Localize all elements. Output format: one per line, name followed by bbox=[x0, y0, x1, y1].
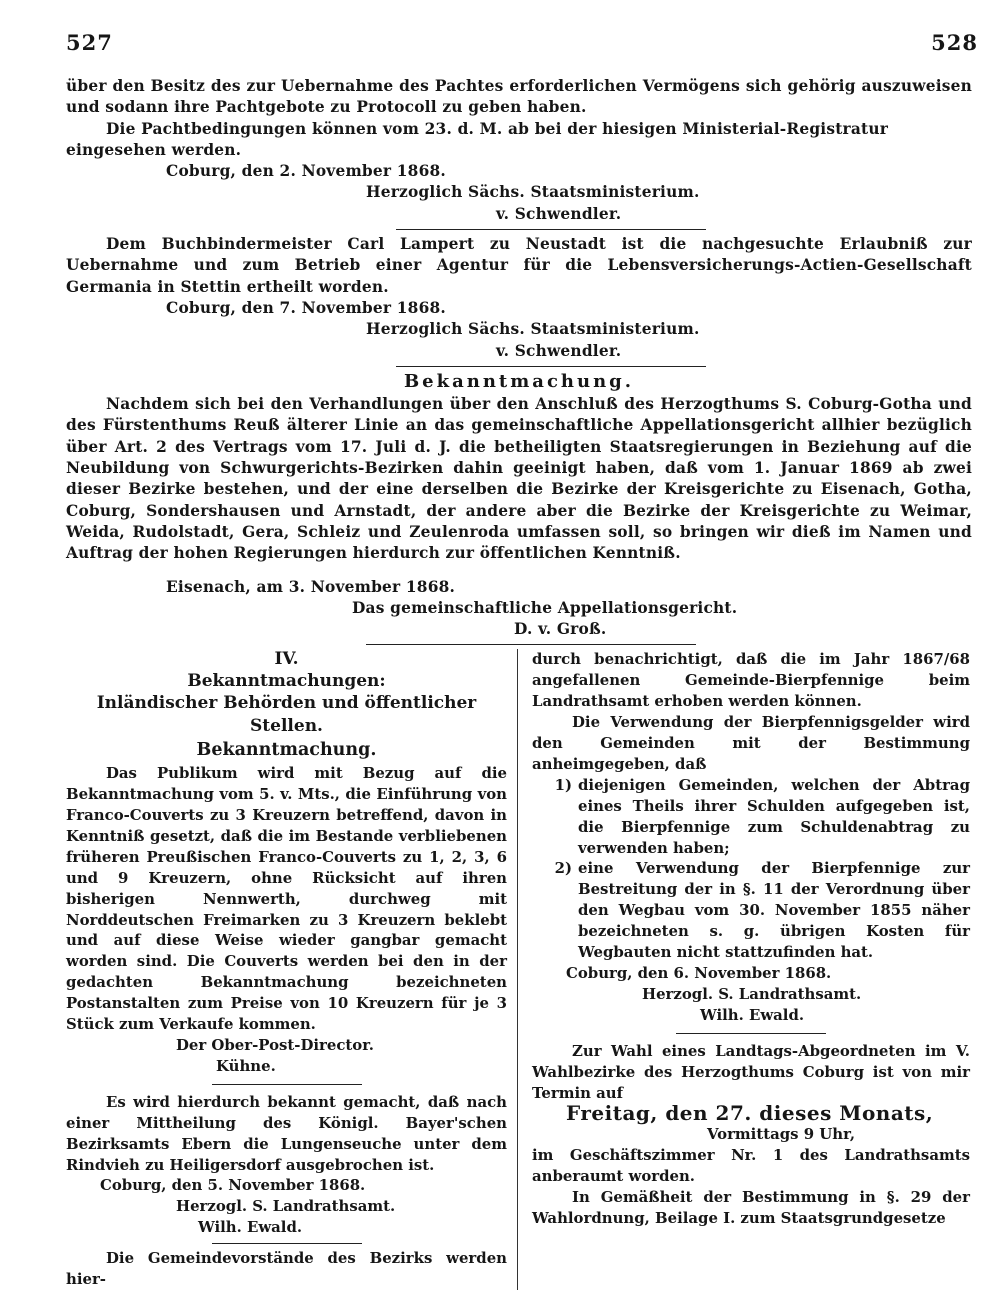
divider bbox=[676, 1033, 826, 1034]
section-subtitle: Inländischer Behörden und öffentlicher Stellen. bbox=[96, 693, 477, 737]
section-number: IV. bbox=[274, 649, 299, 670]
list-item-number: 1) bbox=[554, 775, 572, 794]
disease-text: Es wird hierdurch bekannt gemacht, daß nach einer Mittheilung des Königl. Bayer'schen Bezirksamts Ebern die Lungenseuche unter dem Rindvieh zu Heiligersdorf ausgebrochen ist. bbox=[66, 1092, 507, 1174]
two-column-section bbox=[66, 649, 972, 1290]
court-authority: Das gemeinschaftliche Appellationsgericht. bbox=[352, 598, 738, 617]
page-number-right: 528 bbox=[931, 30, 978, 55]
election-time: Vormittags 9 Uhr, bbox=[706, 1125, 856, 1144]
page-number-left: 527 bbox=[66, 30, 113, 55]
notice-court bbox=[66, 371, 972, 641]
divider bbox=[366, 644, 696, 645]
beer-signer: Wilh. Ewald. bbox=[700, 1005, 805, 1024]
divider bbox=[212, 1084, 362, 1085]
lease-conditions: Die Pachtbedingungen können vom 23. d. M. ab bei der hiesigen Ministerial-Registratur eingesehen werden. bbox=[66, 119, 889, 159]
lease-date: Coburg, den 2. November 1868. bbox=[166, 162, 446, 181]
disease-authority: Herzogl. S. Landrathsamt. bbox=[176, 1197, 396, 1216]
list-item-text: eine Verwendung der Bierpfennige zur Bestreitung der in §. 11 der Verordnung über den Wegbau vom 30. November 1855 näher bezeichneten s. g. übrigen Kosten für Wegbauten nicht stattzufinden hat. bbox=[578, 859, 970, 962]
court-heading: Bekanntmachung. bbox=[403, 370, 635, 392]
post-signer: Kühne. bbox=[216, 1056, 276, 1075]
list-item bbox=[532, 775, 970, 859]
section-title: Bekanntmachungen: bbox=[187, 671, 386, 692]
agency-date: Coburg, den 7. November 1868. bbox=[166, 298, 446, 317]
list-item-number: 2) bbox=[554, 859, 572, 878]
election-place: im Geschäftszimmer Nr. 1 des Landrathsamts anberaumt worden. bbox=[532, 1146, 970, 1186]
divider bbox=[212, 1243, 362, 1244]
list-item-text: diejenigen Gemeinden, welchen der Abtrag eines Theils ihrer Schulden aufgegeben ist, die Bierpfennige zum Schuldenabtrag zu verwenden haben; bbox=[578, 775, 970, 857]
agency-text: Dem Buchbindermeister Carl Lampert zu Neustadt ist die nachgesuchte Erlaubniß zur Uebernahme und zum Betrieb einer Agentur für die Lebensversicherungs-Actien-Gesellschaft Germania in Stettin ertheilt worden. bbox=[66, 235, 972, 296]
disease-date: Coburg, den 5. November 1868. bbox=[100, 1176, 366, 1195]
divider bbox=[396, 366, 706, 367]
lease-signer: v. Schwendler. bbox=[496, 204, 622, 223]
election-text: Zur Wahl eines Landtags-Abgeordneten im V. Wahlbezirke des Herzogthums Coburg ist von mir Termin auf bbox=[532, 1041, 970, 1102]
lease-text: über den Besitz des zur Uebernahme des Pachtes erforderlichen Vermögens sich gehörig auszuweisen und sodann ihre Pachtgebote zu Protocoll zu geben haben. bbox=[66, 77, 972, 117]
left-column bbox=[66, 649, 518, 1290]
lease-authority: Herzoglich Sächs. Staatsministerium. bbox=[366, 183, 700, 202]
disease-signer: Wilh. Ewald. bbox=[198, 1218, 303, 1237]
court-date: Eisenach, am 3. November 1868. bbox=[166, 577, 456, 596]
post-heading: Bekanntmachung. bbox=[196, 740, 377, 761]
post-text: Das Publikum wird mit Bezug auf die Bekanntmachung vom 5. v. Mts., die Einführung von Franco-Couverts zu 3 Kreuzern betreffend, davon in Kenntniß gesetzt, daß die im Bestande verbliebenen früheren Preußischen Franco-Couverts zu 1, 2, 3, 6 und 9 Kreuzern, ohne Rücksicht auf ihren bisherigen Nennwerth, durchweg mit Norddeutschen Freimarken zu 3 Kreuzern beklebt und auf diese Weise wieder gangbar gemacht worden sind. Die Couverts werden bei den in der gedachten Bekanntmachung bezeichneten Postanstalten zum Preise von 10 Kreuzern für je 3 Stück zum Verkaufe kommen. bbox=[66, 764, 507, 1034]
list-item bbox=[532, 858, 970, 963]
divider bbox=[396, 229, 706, 230]
notice-agency bbox=[66, 234, 972, 362]
post-authority: Der Ober-Post-Director. bbox=[176, 1036, 374, 1055]
beer-usage-text: Die Verwendung der Bierpfennigsgelder wird den Gemeinden mit der Bestimmung anheimgegeben, daß bbox=[532, 713, 970, 773]
election-regulation: In Gemäßheit der Bestimmung in §. 29 der Wahlordnung, Beilage I. zum Staatsgrundgesetze bbox=[532, 1188, 970, 1227]
beer-text-start: Die Gemeindevorstände des Bezirks werden hier- bbox=[66, 1249, 507, 1289]
beer-date: Coburg, den 6. November 1868. bbox=[566, 964, 832, 983]
notice-lease bbox=[66, 76, 972, 225]
election-date: Freitag, den 27. dieses Monats, bbox=[566, 1101, 934, 1126]
right-column bbox=[518, 649, 970, 1290]
court-text: Nachdem sich bei den Verhandlungen über den Anschluß des Herzogthums S. Coburg-Gotha und des Fürstenthums Reuß älterer Linie an das gemeinschaftliche Appellationsgericht allhier bezüglich über Art. 2 des Vertrags vom 17. Juli d. J. die betheiligten Staatsregierungen in Beziehung auf die Neubildung von Schwurgerichts-Bezirken dahin geeinigt haben, daß vom 1. Januar 1869 ab zwei dieser Bezirke bestehen, und der eine derselben die Bezirke der Kreisgerichte zu Eisenach, Gotha, Coburg, Sondershausen und Arnstadt, der andere aber die Bezirke der Kreisgerichte zu Weimar, Weida, Rudolstadt, Gera, Schleiz und Zeulenroda umfassen soll, so bringen wir dieß im Namen und Auftrag der hohen Regierungen hierdurch zur öffentlichen Kenntniß. bbox=[66, 395, 972, 563]
beer-text-continued: durch benachrichtigt, daß die im Jahr 1867/68 angefallenen Gemeinde-Bierpfennige beim Landrathsamt erhoben werden können. bbox=[532, 650, 970, 711]
beer-authority: Herzogl. S. Landrathsamt. bbox=[642, 984, 862, 1003]
agency-signer: v. Schwendler. bbox=[496, 341, 622, 360]
agency-authority: Herzoglich Sächs. Staatsministerium. bbox=[366, 320, 700, 339]
court-signer: D. v. Groß. bbox=[514, 620, 607, 639]
